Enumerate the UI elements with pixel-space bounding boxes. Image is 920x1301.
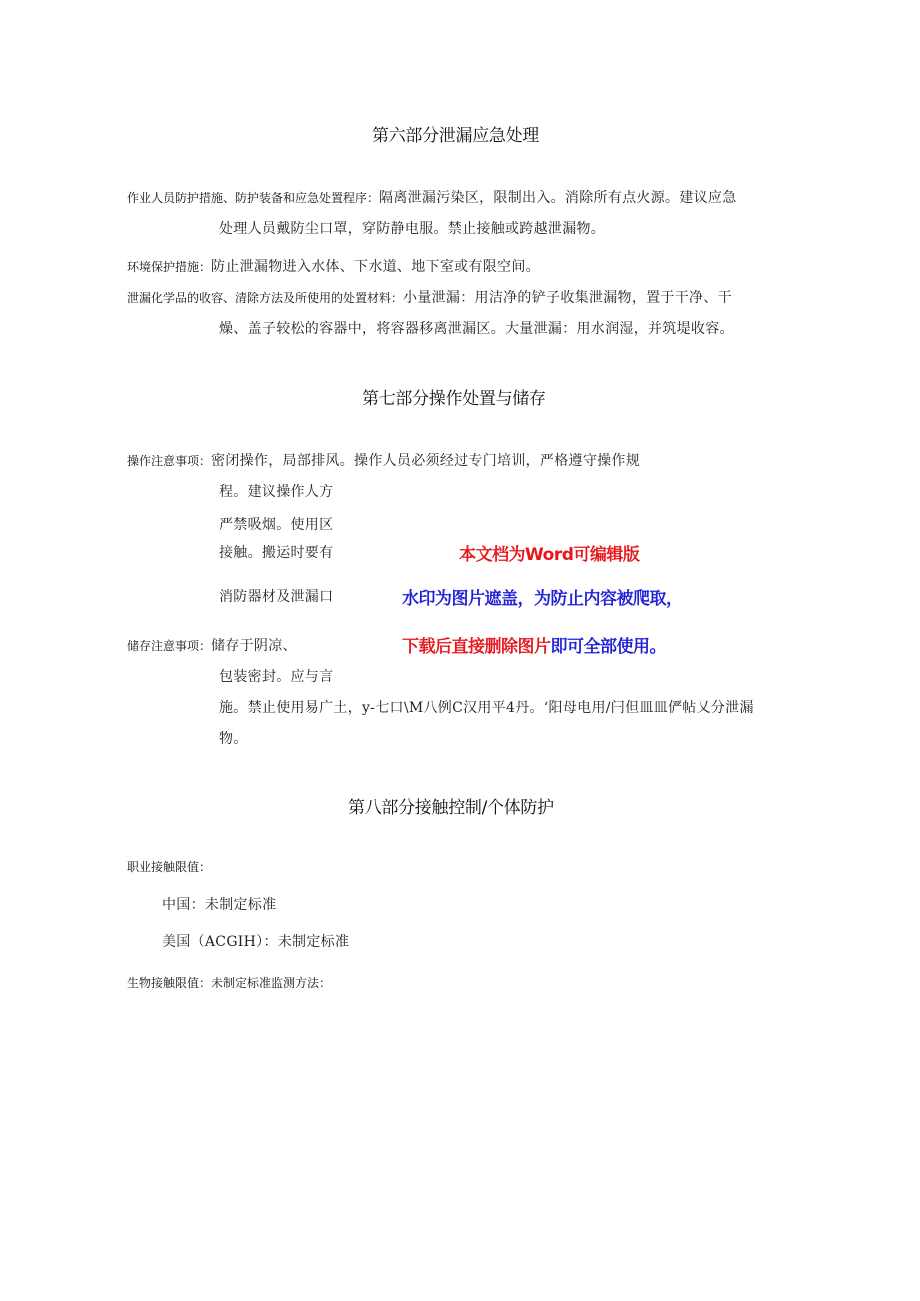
bio-label: 生物接触限值：未制定标准监测方法： xyxy=(127,976,332,990)
protection-line2: 处理人员戴防尘口罩，穿防静电服。禁止接触或跨越泄漏物。 xyxy=(219,221,606,237)
env-text: 防止泄漏物进入水体、下水道、地下室或有限空间。 xyxy=(211,259,540,275)
section6-title: 第六部分泄漏应急处理 xyxy=(372,126,539,146)
occ-label: 职业接触限值： xyxy=(127,860,212,874)
storage-line3: 施。禁止使用易广土，y-七口\M八例C汉用平4丹。‘阳母电用/闩但皿皿俨帖乂分泄漏 xyxy=(219,700,754,716)
cleanup-paragraph xyxy=(127,287,732,307)
op-paragraph xyxy=(127,450,640,470)
op-line5: 消防器材及泄漏口 xyxy=(219,589,334,605)
cleanup-line1: 小量泄漏：用洁净的铲子收集泄漏物，置于干净、干 xyxy=(403,290,732,306)
env-paragraph xyxy=(127,256,540,276)
storage-line1: 储存于阴凉、 xyxy=(211,638,297,654)
op-line2: 程。建议操作人方 xyxy=(219,484,334,500)
china-limit: 中国：未制定标准 xyxy=(162,897,277,913)
protection-line1: 隔离泄漏污染区，限制出入。消除所有点火源。建议应急 xyxy=(379,190,737,206)
protection-paragraph xyxy=(127,187,737,207)
op-label: 操作注意事项： xyxy=(127,454,212,468)
watermark-line1-c: 可编辑版 xyxy=(573,545,640,565)
watermark-line3-a: 下载后直接删除图片 xyxy=(402,637,551,657)
cleanup-label: 泄漏化学品的收容、清除方法及所使用的处置材料： xyxy=(127,291,404,305)
section8-title: 第八部分接触控制/个体防护 xyxy=(348,798,554,818)
watermark-line1-a: 本文档为 xyxy=(459,545,525,565)
cleanup-line2: 燥、盖子较松的容器中，将容器移离泄漏区。大量泄漏：用水润湿，并筑堤收容。 xyxy=(219,321,734,337)
protection-label: 作业人员防护措施、防护装备和应急处置程序： xyxy=(127,191,380,205)
storage-line4: 物。 xyxy=(219,731,248,747)
section7-title: 第七部分操作处置与储存 xyxy=(362,389,546,409)
storage-line2: 包装密封。应与言 xyxy=(219,669,334,685)
env-label: 环境保护措施： xyxy=(127,260,212,274)
watermark-line2: 水印为图片遮盖，为防止内容被爬取， xyxy=(402,589,683,609)
storage-paragraph xyxy=(127,635,297,655)
op-line4: 接触。搬运时要有 xyxy=(219,545,334,561)
watermark-line1 xyxy=(459,540,639,565)
usa-limit: 美国（ACGIH）：未制定标准 xyxy=(162,934,350,950)
watermark-line3 xyxy=(402,632,666,657)
watermark-line1-b: Word xyxy=(525,545,574,565)
watermark-line3-b: 即可全部使用。 xyxy=(550,637,666,657)
storage-label: 储存注意事项： xyxy=(127,639,212,653)
op-line3: 严禁吸烟。使用区 xyxy=(219,517,334,533)
op-line1: 密闭操作，局部排风。操作人员必须经过专门培训，严格遵守操作规 xyxy=(211,453,641,469)
